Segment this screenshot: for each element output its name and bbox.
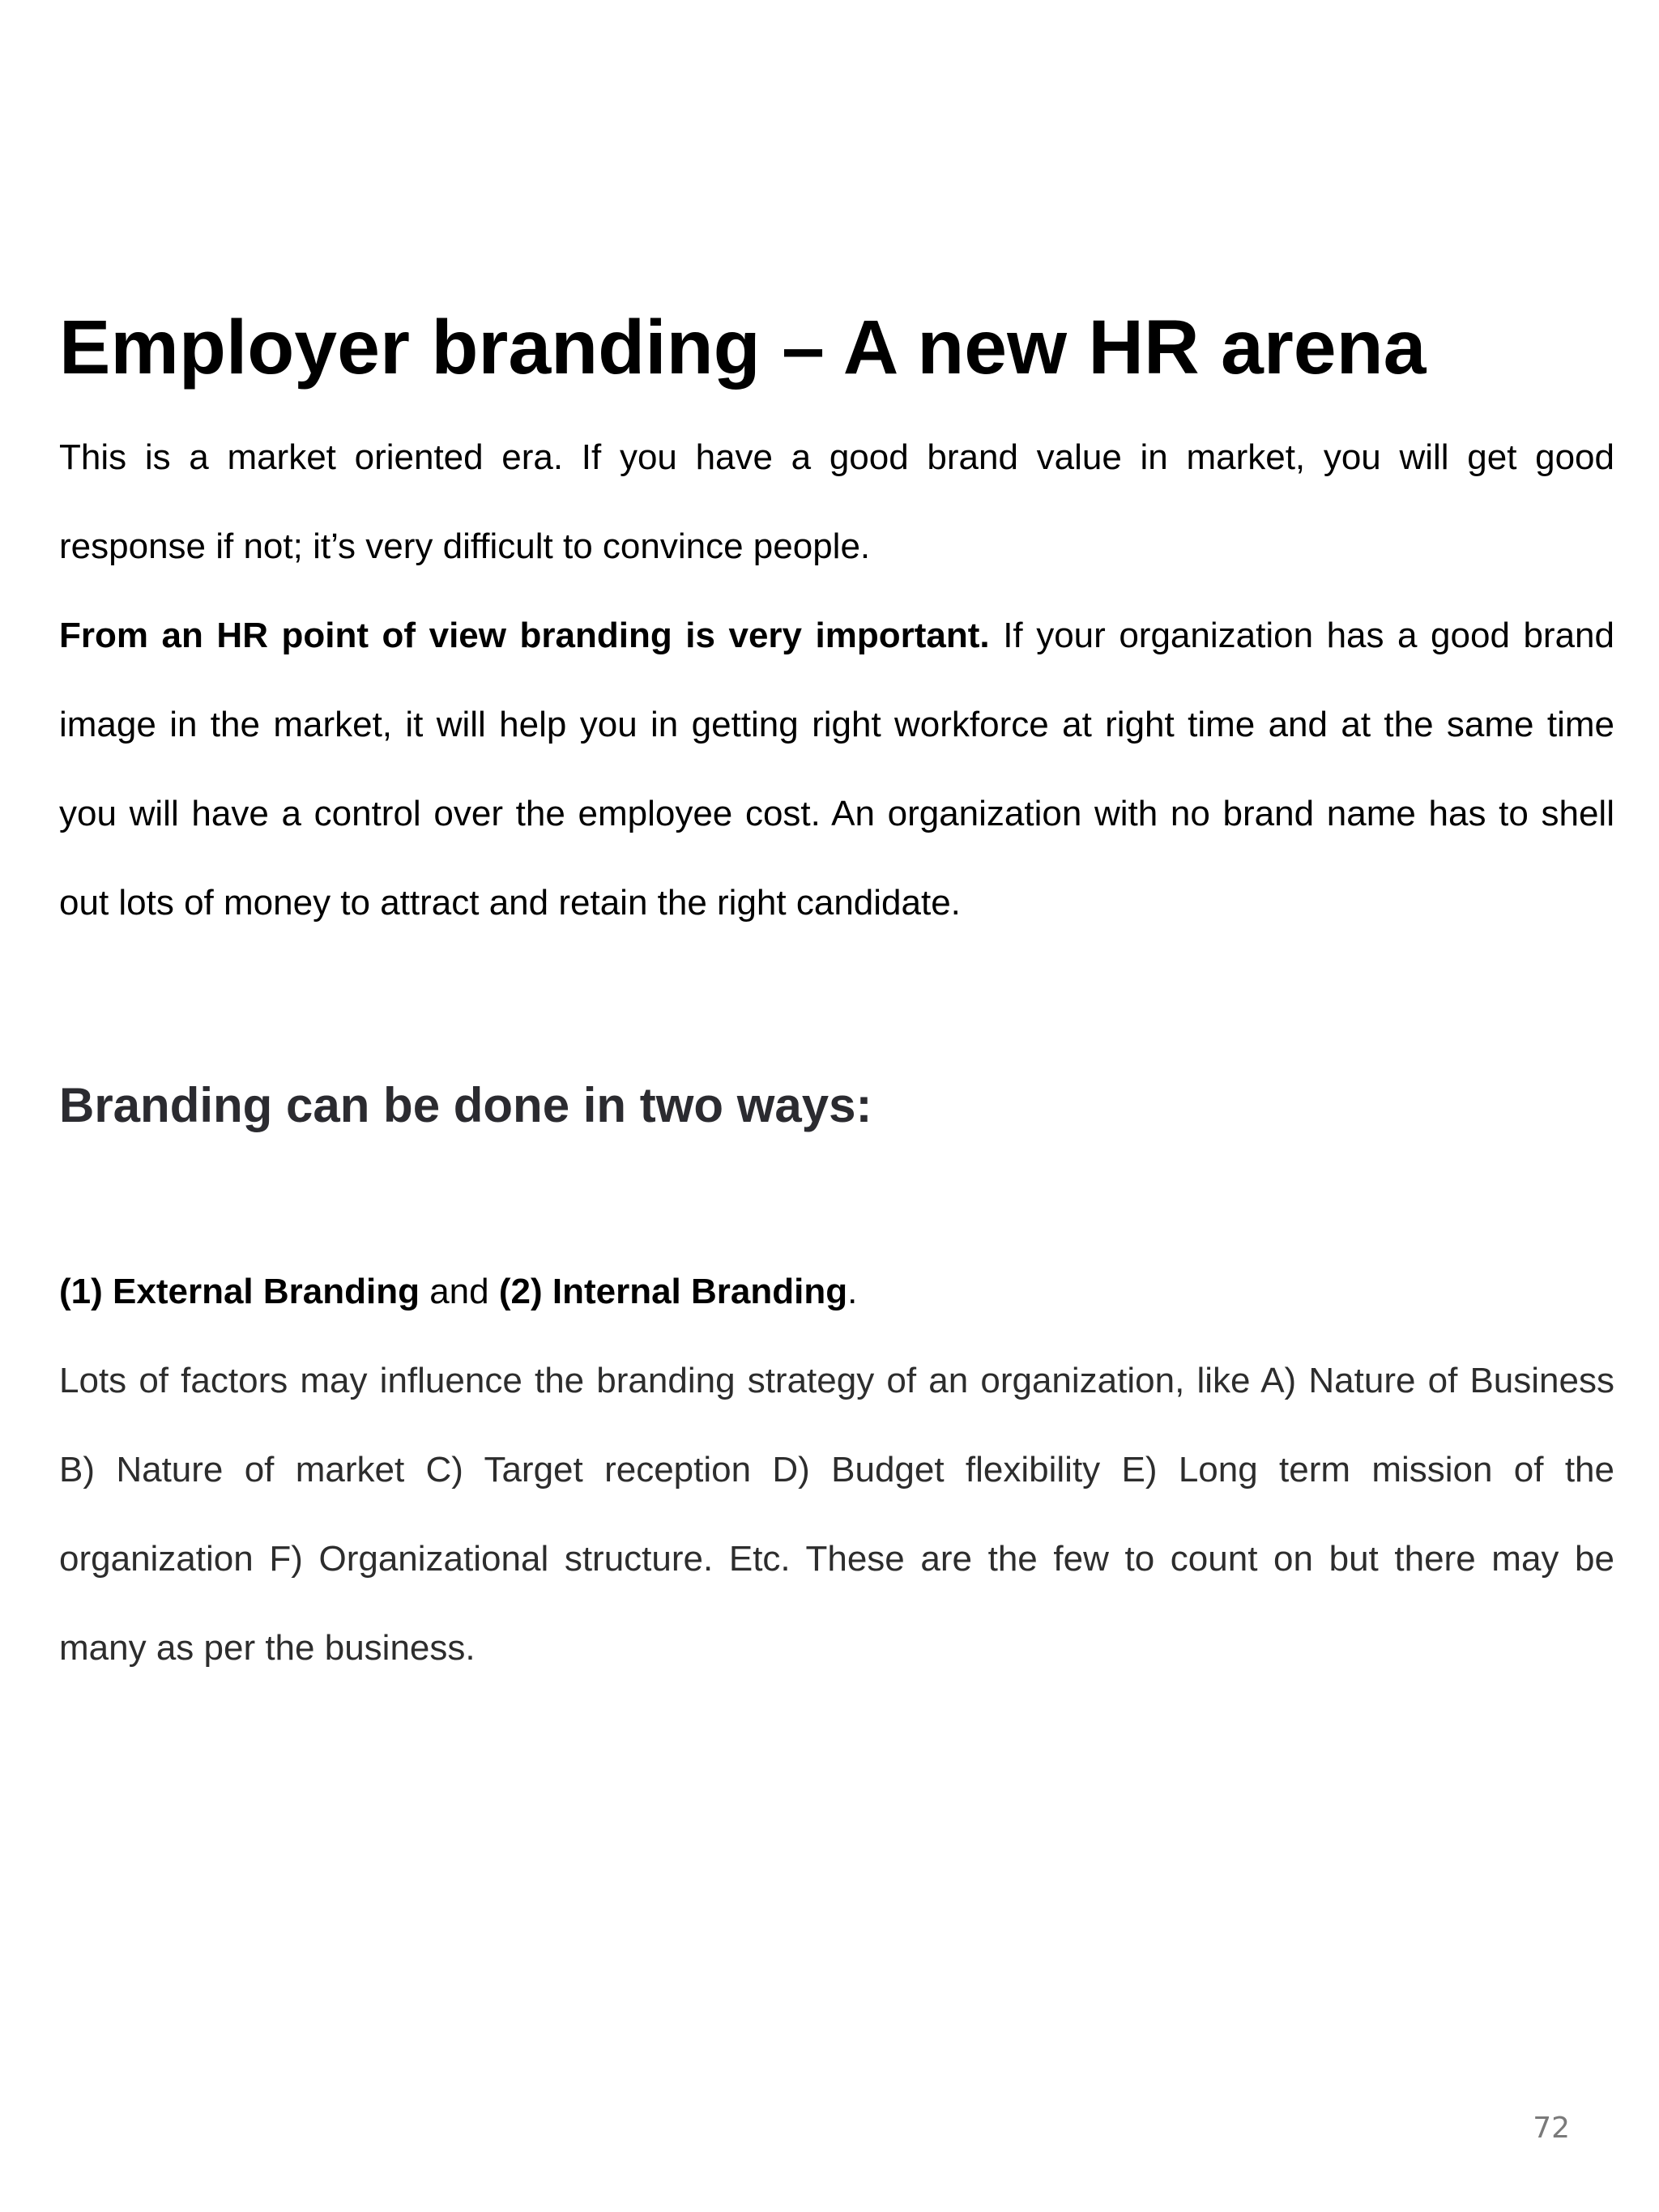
factors-paragraph: Lots of factors may influence the branding strategy of an organization, like A) Nature of Business B) Nature of market C) Target reception D) Budget flexibility E) Long term mission of the organization F) Organizational structure. Etc. These are the few to count on but there may be many as per the business. [59, 1361, 1614, 1668]
hr-importance-lead: From an HR point of view branding is very important. [59, 616, 990, 655]
intro-paragraph: This is a market oriented era. If you have a good brand value in market, you will get good response if not; it’s very difficult to convince people. [59, 437, 1614, 566]
hr-importance-text: If your organization has a good brand image in the market, it will help you in getting right workforce at right time and at the same time you will have a control over the employee cost. An organization with no brand name has to shell out lots of money to attract and retain the right candidate. [59, 616, 1614, 923]
page-title: Employer branding – A new HR arena [59, 305, 1427, 390]
ways-end: . [847, 1272, 858, 1311]
external-branding-label: (1) External Branding [59, 1272, 420, 1311]
page-number: 72 [1533, 2112, 1570, 2145]
section-heading: Branding can be done in two ways: [59, 1078, 872, 1132]
internal-branding-label: (2) Internal Branding [498, 1272, 848, 1311]
ways-connector: and [419, 1272, 499, 1311]
branding-ways-line [59, 1247, 857, 1336]
hr-importance-paragraph [59, 591, 1614, 948]
